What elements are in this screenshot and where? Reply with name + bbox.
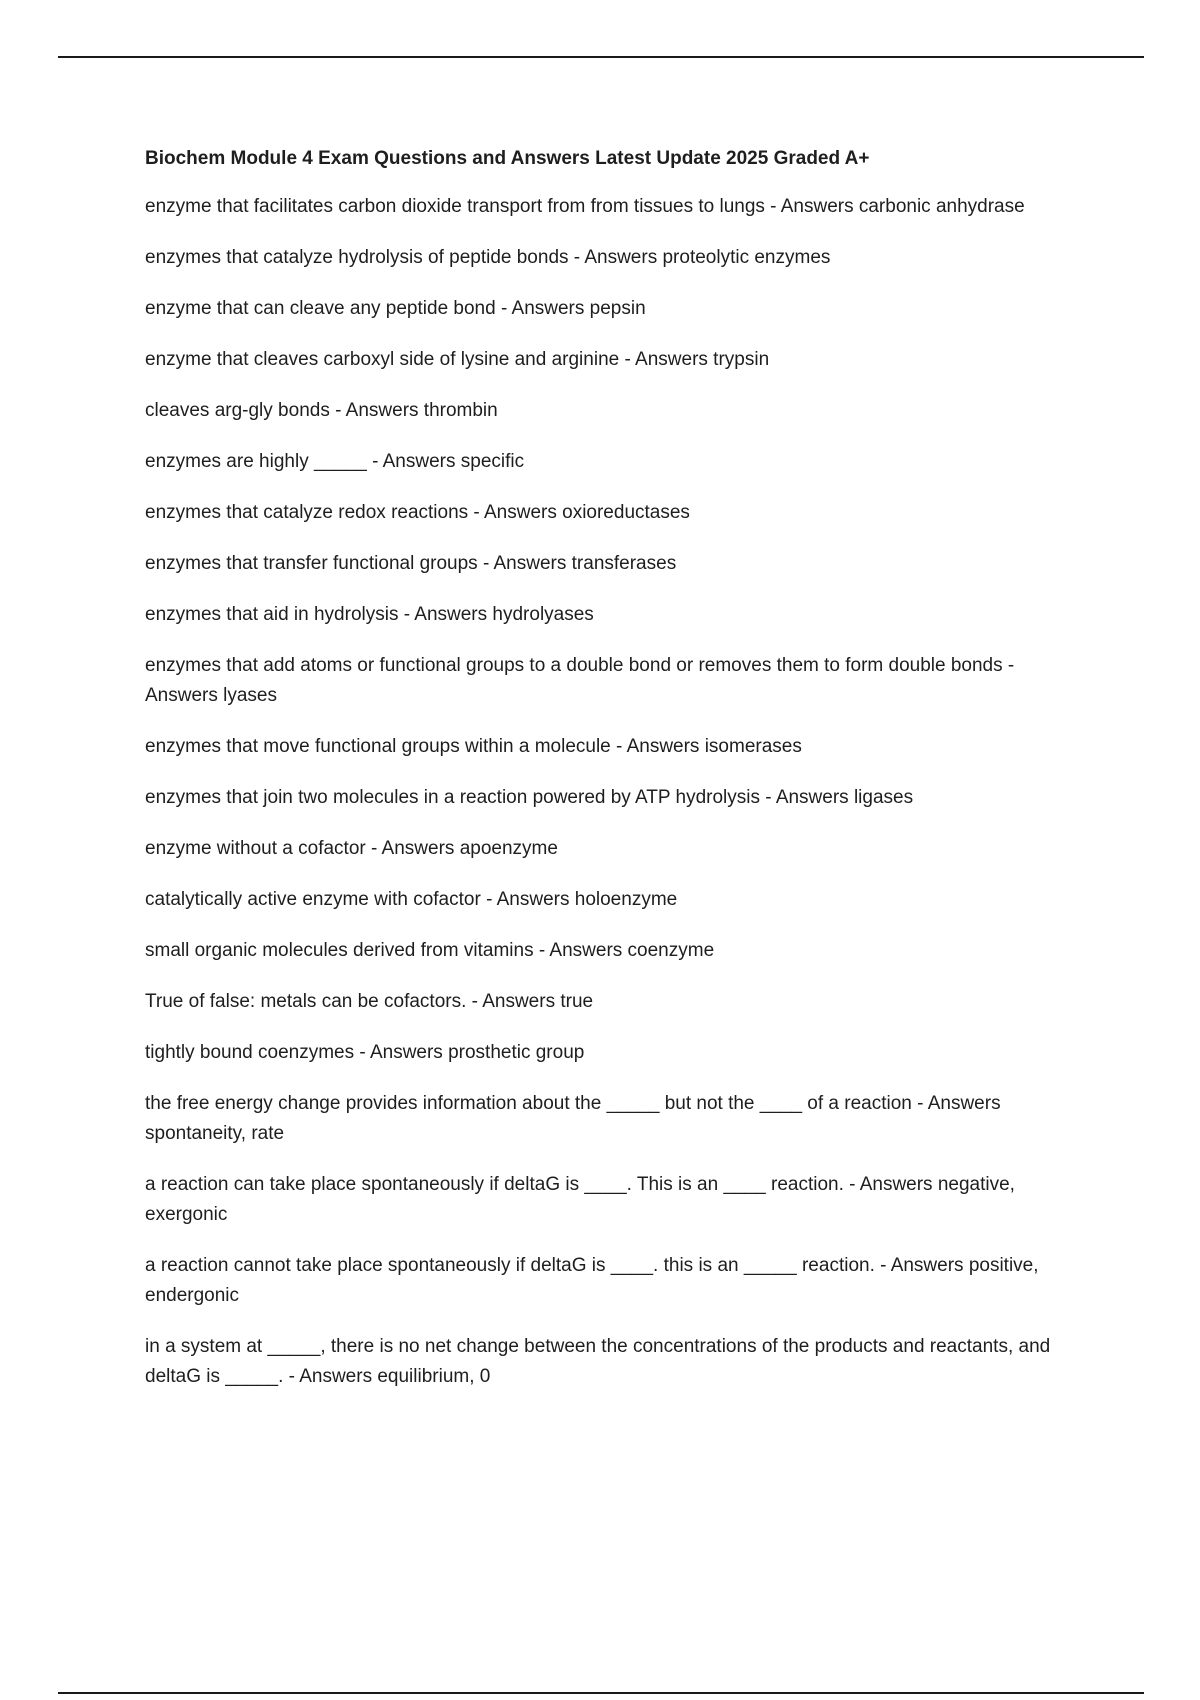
qa-item: enzyme that facilitates carbon dioxide transport from from tissues to lungs - Answers carbonic anhydrase — [145, 196, 1025, 217]
qa-item: a reaction cannot take place spontaneously if deltaG is ____. this is an _____ reaction. - Answers positive, endergonic — [145, 1255, 1039, 1306]
qa-item: tightly bound coenzymes - Answers prosthetic group — [145, 1042, 585, 1063]
qa-item: enzymes that catalyze hydrolysis of peptide bonds - Answers proteolytic enzymes — [145, 247, 831, 268]
document-body — [145, 144, 1090, 1413]
qa-item: enzymes are highly _____ - Answers specific — [145, 451, 525, 472]
qa-item: True of false: metals can be cofactors. - Answers true — [145, 991, 594, 1012]
qa-item: enzymes that transfer functional groups - Answers transferases — [145, 553, 677, 574]
qa-list — [145, 192, 1090, 1392]
qa-item: enzymes that add atoms or functional groups to a double bond or removes them to form double bonds - Answers lyases — [145, 655, 1015, 706]
qa-item: enzyme that can cleave any peptide bond - Answers pepsin — [145, 298, 646, 319]
qa-item: enzyme without a cofactor - Answers apoenzyme — [145, 838, 558, 859]
qa-item: catalytically active enzyme with cofactor - Answers holoenzyme — [145, 889, 678, 910]
document-title: Biochem Module 4 Exam Questions and Answers Latest Update 2025 Graded A+ — [145, 148, 870, 169]
top-divider — [58, 56, 1144, 58]
bottom-divider — [58, 1692, 1144, 1694]
qa-item: the free energy change provides information about the _____ but not the ____ of a reaction - Answers spontaneity, rate — [145, 1093, 1001, 1144]
qa-item: enzymes that move functional groups within a molecule - Answers isomerases — [145, 736, 802, 757]
qa-item: enzymes that catalyze redox reactions - Answers oxioreductases — [145, 502, 690, 523]
qa-item: cleaves arg-gly bonds - Answers thrombin — [145, 400, 498, 421]
qa-item: in a system at _____, there is no net change between the concentrations of the products and reactants, and deltaG is _____. - Answers equilibrium, 0 — [145, 1336, 1051, 1387]
qa-item: enzymes that aid in hydrolysis - Answers hydrolyases — [145, 604, 594, 625]
qa-item: small organic molecules derived from vitamins - Answers coenzyme — [145, 940, 715, 961]
qa-item: a reaction can take place spontaneously if deltaG is ____. This is an ____ reaction. - Answers negative, exergonic — [145, 1174, 1015, 1225]
qa-item: enzymes that join two molecules in a reaction powered by ATP hydrolysis - Answers ligases — [145, 787, 914, 808]
qa-item: enzyme that cleaves carboxyl side of lysine and arginine - Answers trypsin — [145, 349, 770, 370]
